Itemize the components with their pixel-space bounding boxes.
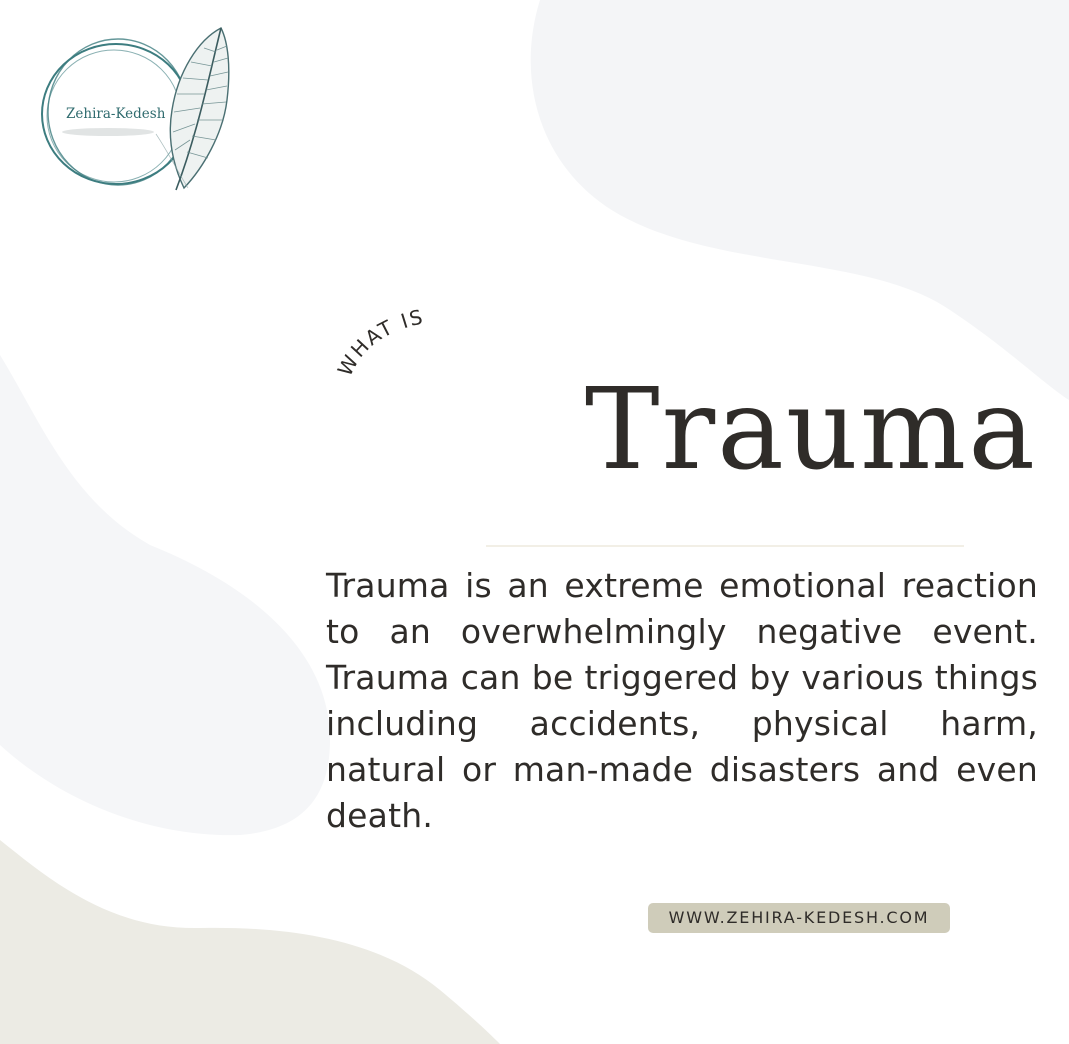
definition-text: Trauma is an extreme emotional reaction to an overwhelmingly negative event. Trauma can be triggered by various things including accidents, physical harm, natural or man-made disasters and even death. [326, 566, 1038, 835]
left-mid-blob [0, 355, 330, 835]
brand-logo [38, 22, 238, 194]
logo-brush-texture [62, 128, 154, 136]
title-divider [486, 545, 964, 547]
top-right-blob [531, 0, 1069, 400]
website-link[interactable]: WWW.ZEHIRA-KEDESH.COM [648, 903, 950, 933]
kicker-text [333, 304, 427, 380]
bottom-left-blob [0, 840, 500, 1044]
brand-name: Zehira-Kedesh [66, 106, 166, 122]
kicker-text-path: WHAT IS [332, 304, 427, 380]
page-title: Trauma [584, 365, 1037, 495]
kicker-arc [320, 290, 490, 400]
